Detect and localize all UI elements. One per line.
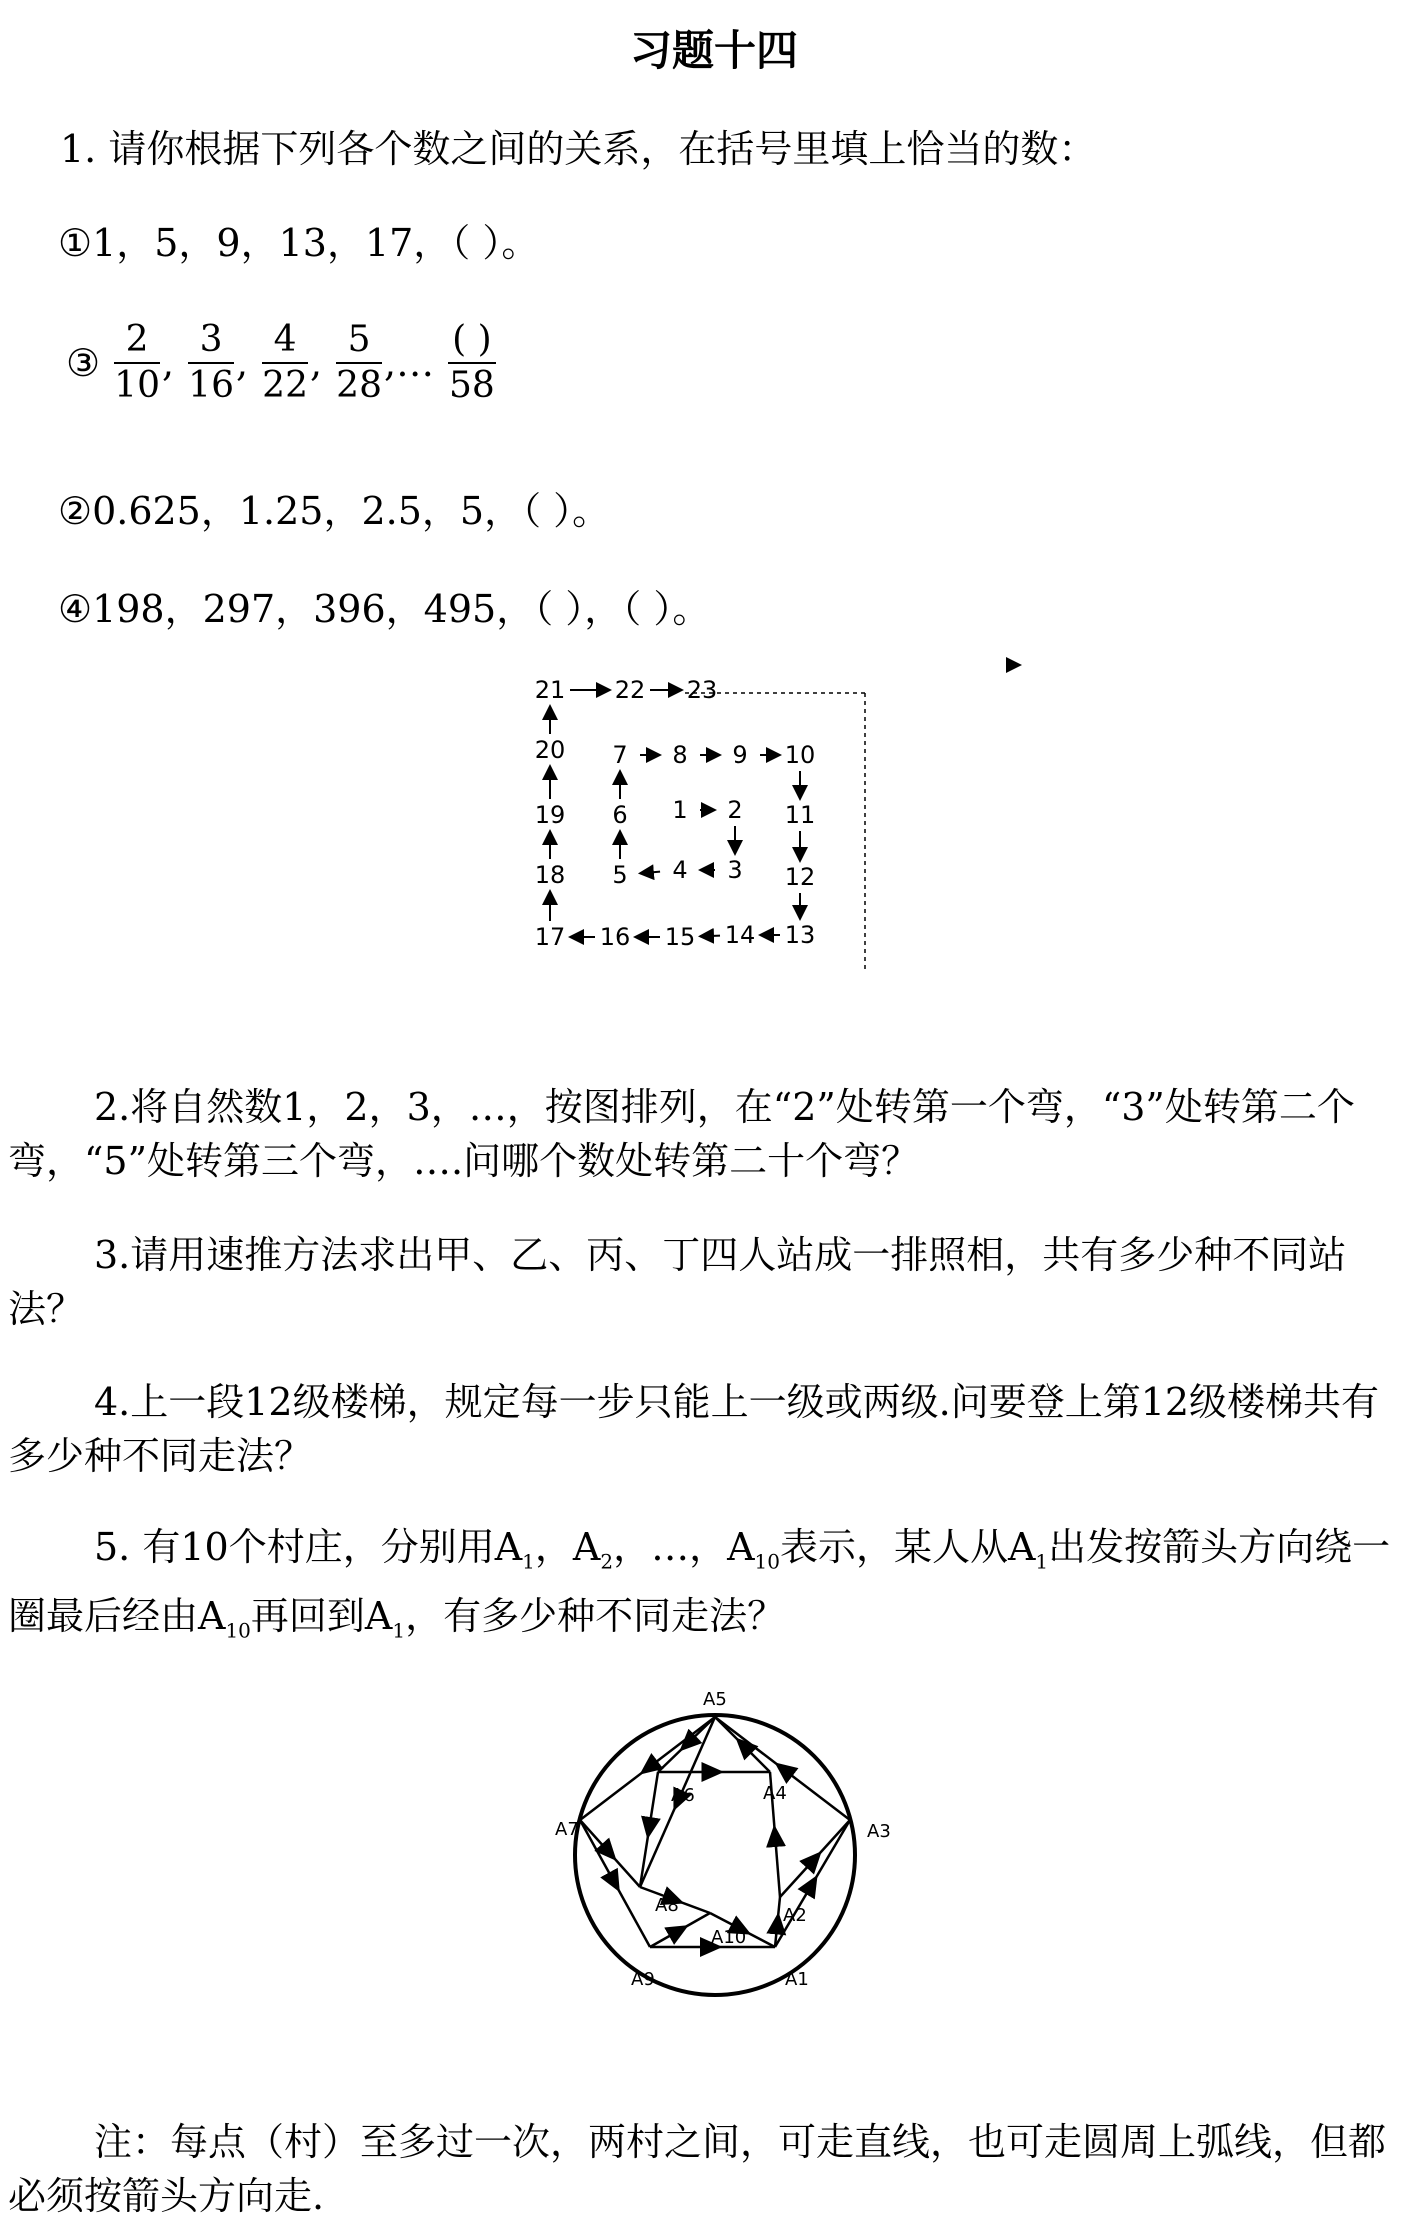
spiral-number: 22 — [615, 676, 646, 704]
q1-sequence-1: ①1，5，9，13，17，（ ）。 — [58, 212, 539, 267]
q1-sequence-2: ②0.625，1.25，2.5，5，（ ）。 — [58, 480, 610, 535]
village-label: A6 — [671, 1785, 695, 1806]
spiral-number: 17 — [535, 923, 566, 951]
fraction: $\frac{4}{22}$ — [262, 318, 308, 408]
q4-text: 4.上一段12级楼梯，规定每一步只能上一级或两级.问要登上第12级楼梯共有多少种不同走法？ — [8, 1375, 1413, 1483]
village-label: A4 — [763, 1783, 787, 1804]
spiral-number: 2 — [727, 796, 742, 824]
spiral-number: 12 — [785, 863, 816, 891]
village-label: A7 — [555, 1819, 579, 1840]
spiral-number: 20 — [535, 736, 566, 764]
spiral-number: 10 — [785, 741, 816, 769]
spiral-number: 14 — [725, 921, 756, 949]
village-label: A3 — [867, 1821, 891, 1842]
village-arrow — [743, 1745, 747, 1749]
spiral-number: 1 — [672, 796, 687, 824]
q1-sequence-4: ④198，297，396，495，（ ），（ ）。 — [58, 578, 710, 633]
village-label: A8 — [655, 1895, 679, 1916]
village-label: A10 — [711, 1927, 746, 1948]
spiral-number: 21 — [535, 676, 566, 704]
spiral-number: 15 — [665, 923, 696, 951]
q1-sequence-3: ③ $\frac{2}{10}$ , $\frac{3}{16}$ , $\frac{4}{22}$ , $\frac{5}{28}$ ,… $\frac{( )}{58}$ — [66, 318, 498, 408]
spiral-number: 6 — [612, 801, 627, 829]
village-figure — [545, 1675, 885, 2015]
q5-text: 5. 有10个村庄，分别用$A_1$，$A_2$，…，$A_{10}$表示，某人从$A_1$出发按箭头方向绕一圈最后经由$A_{10}$再回到$A_1$，有多少种不同走法？ — [8, 1520, 1413, 1657]
spiral-figure — [480, 665, 880, 985]
spiral-arrow — [700, 936, 720, 937]
spiral-number: 16 — [600, 923, 631, 951]
spiral-number: 13 — [785, 921, 816, 949]
village-arrow — [783, 1769, 788, 1773]
village-arrow — [675, 1930, 680, 1933]
spiral-number: 18 — [535, 861, 566, 889]
spiral-number: 11 — [785, 801, 816, 829]
page-title: 习题十四 — [0, 18, 1428, 78]
fraction: $\frac{3}{16}$ — [188, 318, 234, 408]
q1-prompt: 1. 请你根据下列各个数之间的关系，在括号里填上恰当的数： — [60, 118, 1096, 173]
village-arrow — [777, 1922, 778, 1928]
village-label: A2 — [783, 1905, 807, 1926]
q2-text: 2.将自然数1，2，3，…，按图排列，在“2”处转第一个弯，“3”处转第二个弯，“5”处转第三个弯，….问哪个数处转第二十个弯？ — [8, 1080, 1413, 1188]
village-arrow — [612, 1878, 615, 1883]
spiral-number: 9 — [732, 741, 747, 769]
spiral-number: 4 — [672, 856, 687, 884]
note-text: 注：每点（村）至多过一次，两村之间，可走直线，也可走圆周上弧线，但都必须按箭头方向走. — [8, 2115, 1413, 2223]
spiral-number: 3 — [727, 856, 742, 884]
village-label: A5 — [703, 1689, 727, 1710]
village-arrow — [606, 1849, 610, 1853]
village-label: A9 — [631, 1969, 655, 1990]
village-arrow — [687, 1740, 691, 1744]
village-arrow — [809, 1884, 812, 1889]
spiral-number: 19 — [535, 801, 566, 829]
spiral-number: 23 — [687, 676, 718, 704]
spiral-arrow — [640, 872, 660, 874]
village-circle — [575, 1715, 855, 1995]
spiral-number: 7 — [612, 741, 627, 769]
fraction-blank: $\frac{( )}{58}$ — [448, 318, 496, 408]
spiral-number: 5 — [612, 861, 627, 889]
village-label: A1 — [785, 1969, 809, 1990]
sequence-3-label: ③ — [66, 341, 100, 385]
village-arrow — [811, 1859, 815, 1863]
spiral-number: 8 — [672, 741, 687, 769]
fraction: $\frac{2}{10}$ — [114, 318, 160, 408]
village-arrow — [648, 1765, 653, 1769]
fraction: $\frac{5}{28}$ — [336, 318, 382, 408]
q3-text: 3.请用速推方法求出甲、乙、丙、丁四人站成一排照相，共有多少种不同站法？ — [8, 1228, 1413, 1336]
village-arrow — [649, 1824, 650, 1830]
